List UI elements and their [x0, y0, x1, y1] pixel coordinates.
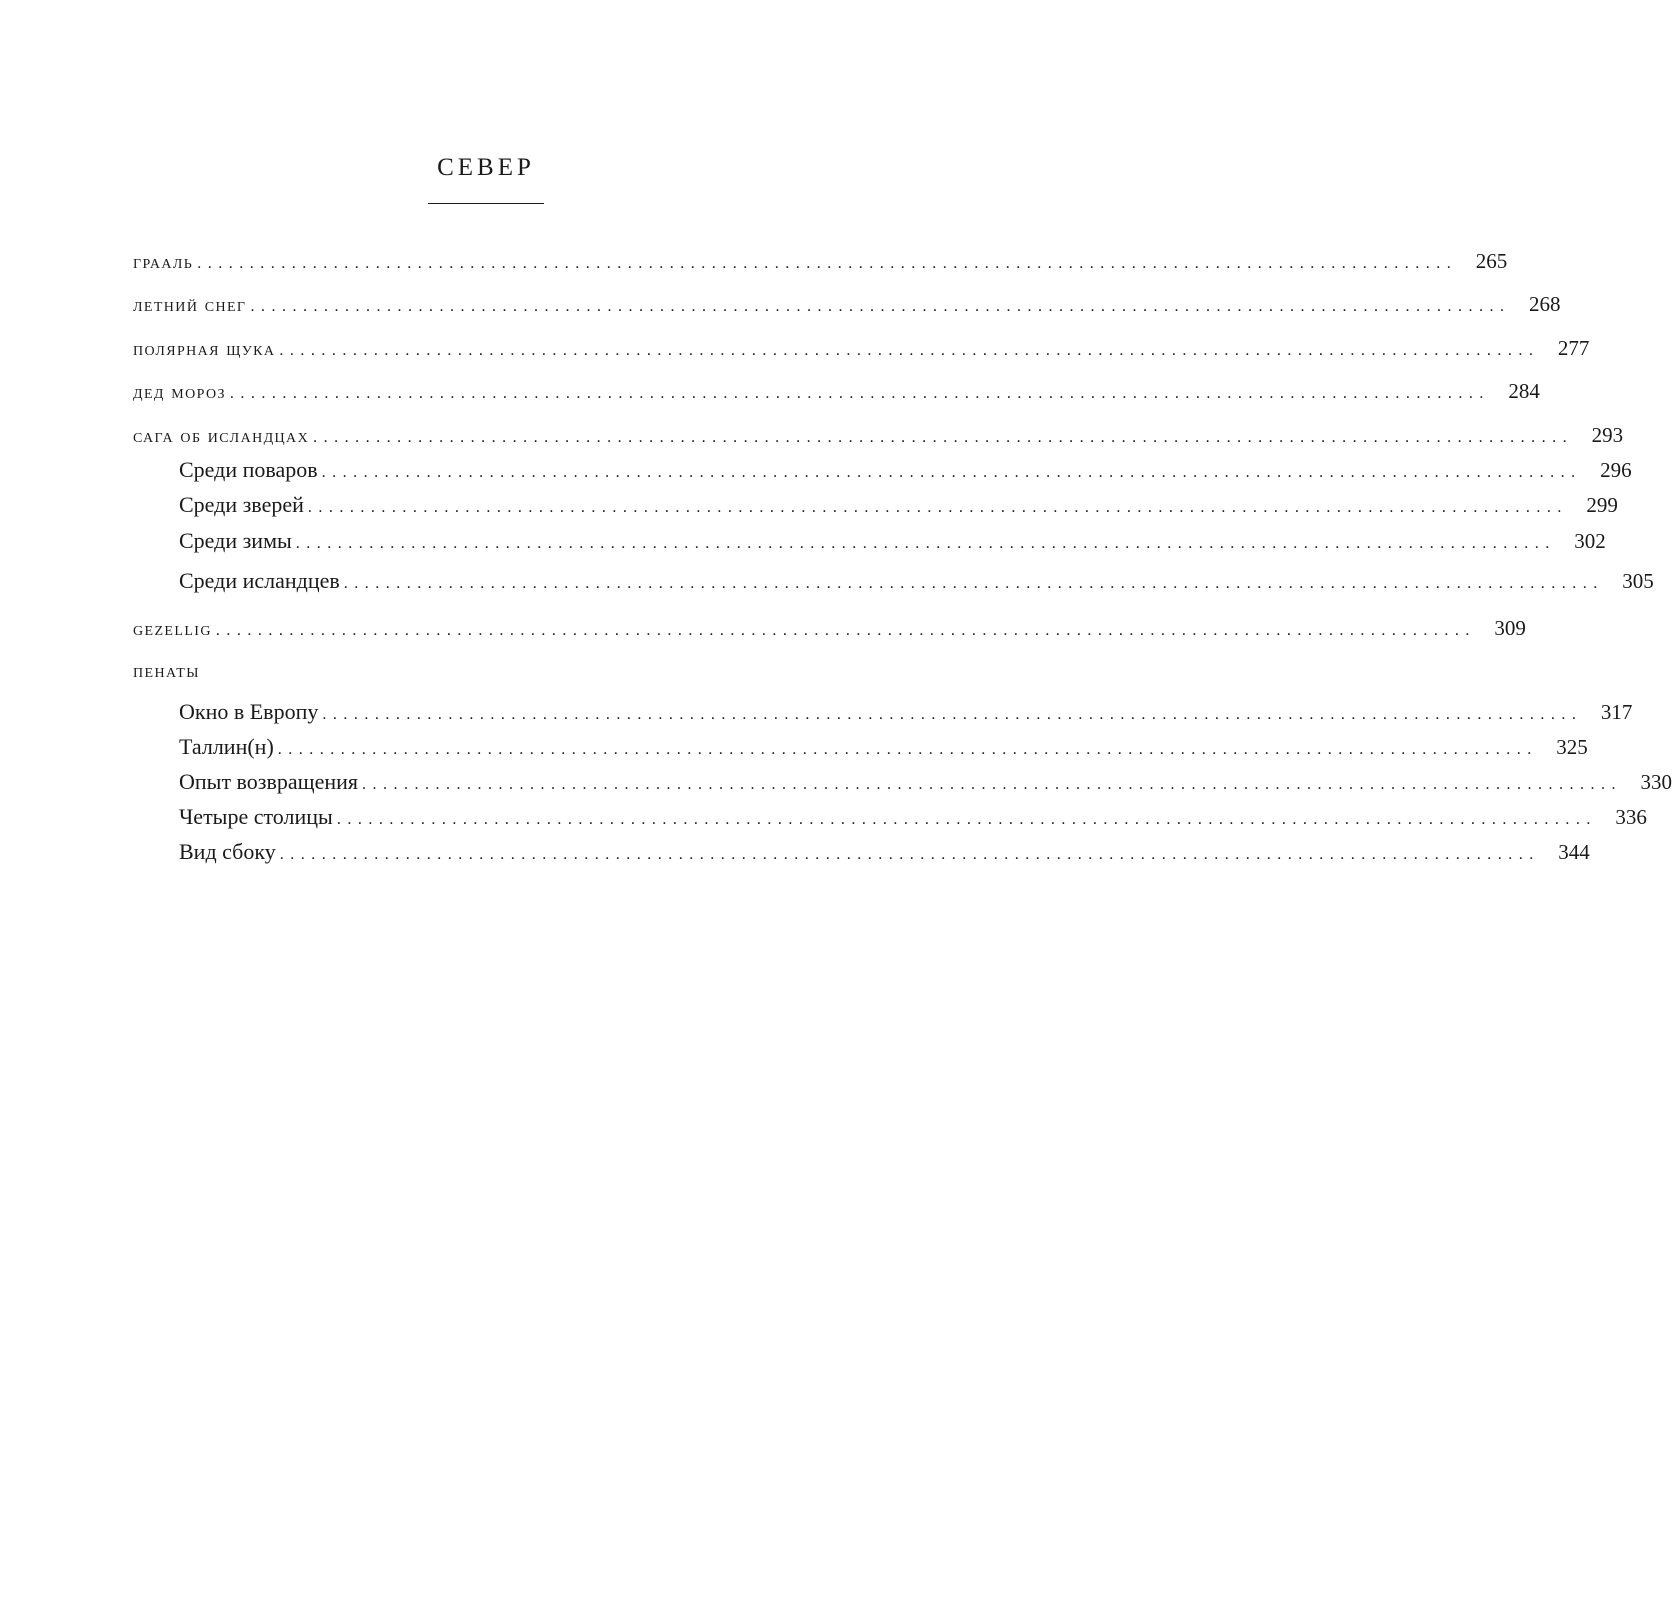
toc-entry-title: Среди зверей — [179, 490, 308, 520]
toc-entry — [133, 289, 1561, 319]
toc-subentry — [179, 455, 1632, 485]
toc-entry-title: пенаты — [133, 656, 204, 686]
toc-page-number: 317 — [1600, 700, 1633, 724]
leader-dots: ........................................................................................................................ — [336, 811, 1597, 828]
leader-dots: ........................................................................................................................ — [279, 846, 1540, 863]
toc-entry-title: дед мороз — [133, 377, 230, 407]
leader-dots: ........................................................................................................................ — [322, 706, 1583, 723]
title-underline — [428, 203, 544, 204]
toc-page-number: 293 — [1591, 423, 1624, 447]
toc-entry-title: Окно в Европу — [179, 697, 322, 727]
toc-page-number: 305 — [1622, 569, 1654, 593]
toc-page-number: 265 — [1475, 249, 1508, 273]
toc-entry-title: Опыт возвращения — [179, 767, 362, 797]
leader-dots: ........................................................................................................................ — [307, 499, 1568, 516]
toc-page-number: 325 — [1556, 735, 1588, 759]
toc-entry — [133, 246, 1508, 276]
leader-dots: ........................................................................................................................ — [215, 622, 1476, 639]
toc-subentry — [179, 837, 1590, 867]
leader-dots: ........................................................................................................................ — [197, 255, 1458, 272]
toc-entry-title: Среди исландцев — [179, 566, 344, 596]
leader-dots: ........................................................................................................................ — [362, 776, 1623, 793]
leader-dots: ........................................................................................................................ — [277, 741, 1538, 758]
toc-page-number: 336 — [1615, 805, 1647, 829]
toc-entry-title: летний снег — [133, 290, 250, 320]
toc-subentry — [179, 490, 1618, 520]
toc-page-number: 330 — [1640, 770, 1672, 794]
toc-subentry — [179, 767, 1672, 797]
toc-subentry — [179, 802, 1647, 832]
toc-entry-title: грааль — [133, 247, 197, 277]
toc-subentry — [179, 732, 1588, 762]
section-title: север — [437, 143, 535, 183]
leader-dots: ........................................................................................................................ — [343, 575, 1604, 592]
toc-page-number: 268 — [1528, 292, 1561, 316]
toc-page-number: 277 — [1557, 336, 1590, 360]
toc-page-number: 296 — [1600, 458, 1632, 482]
toc-entry-title: Вид сбоку — [179, 837, 280, 867]
toc-page-number: 344 — [1558, 840, 1590, 864]
toc-entry — [133, 420, 1624, 450]
toc-entry-title: полярная щука — [133, 334, 279, 364]
toc-subentry — [179, 697, 1633, 727]
toc-entry — [133, 333, 1590, 363]
toc-entry-title: Среди зимы — [179, 526, 296, 556]
toc-page-number: 302 — [1574, 529, 1606, 553]
toc-subentry — [179, 526, 1606, 556]
toc-entry-title: Таллин(н) — [179, 732, 278, 762]
toc-page-number: 309 — [1494, 616, 1526, 640]
toc-entry-title: Четыре столицы — [179, 802, 337, 832]
leader-dots: ........................................................................................................................ — [321, 464, 1582, 481]
leader-dots: ........................................................................................................................ — [295, 535, 1556, 552]
toc-entry — [133, 613, 1526, 643]
toc-entry — [133, 376, 1540, 406]
toc-entry-title: Среди поваров — [179, 455, 322, 485]
leader-dots: ........................................................................................................................ — [229, 385, 1490, 402]
leader-dots: ........................................................................................................................ — [279, 342, 1540, 359]
toc-subentry — [179, 566, 1654, 596]
leader-dots: ........................................................................................................................ — [313, 429, 1574, 446]
toc-page-number: 284 — [1508, 379, 1540, 403]
toc-part-heading — [133, 656, 833, 686]
toc-entry-title: gezellig — [133, 614, 216, 644]
toc-page-number: 299 — [1586, 493, 1618, 517]
toc-entry-title: сага об исландцах — [133, 421, 313, 451]
leader-dots: ........................................................................................................................ — [250, 298, 1511, 315]
